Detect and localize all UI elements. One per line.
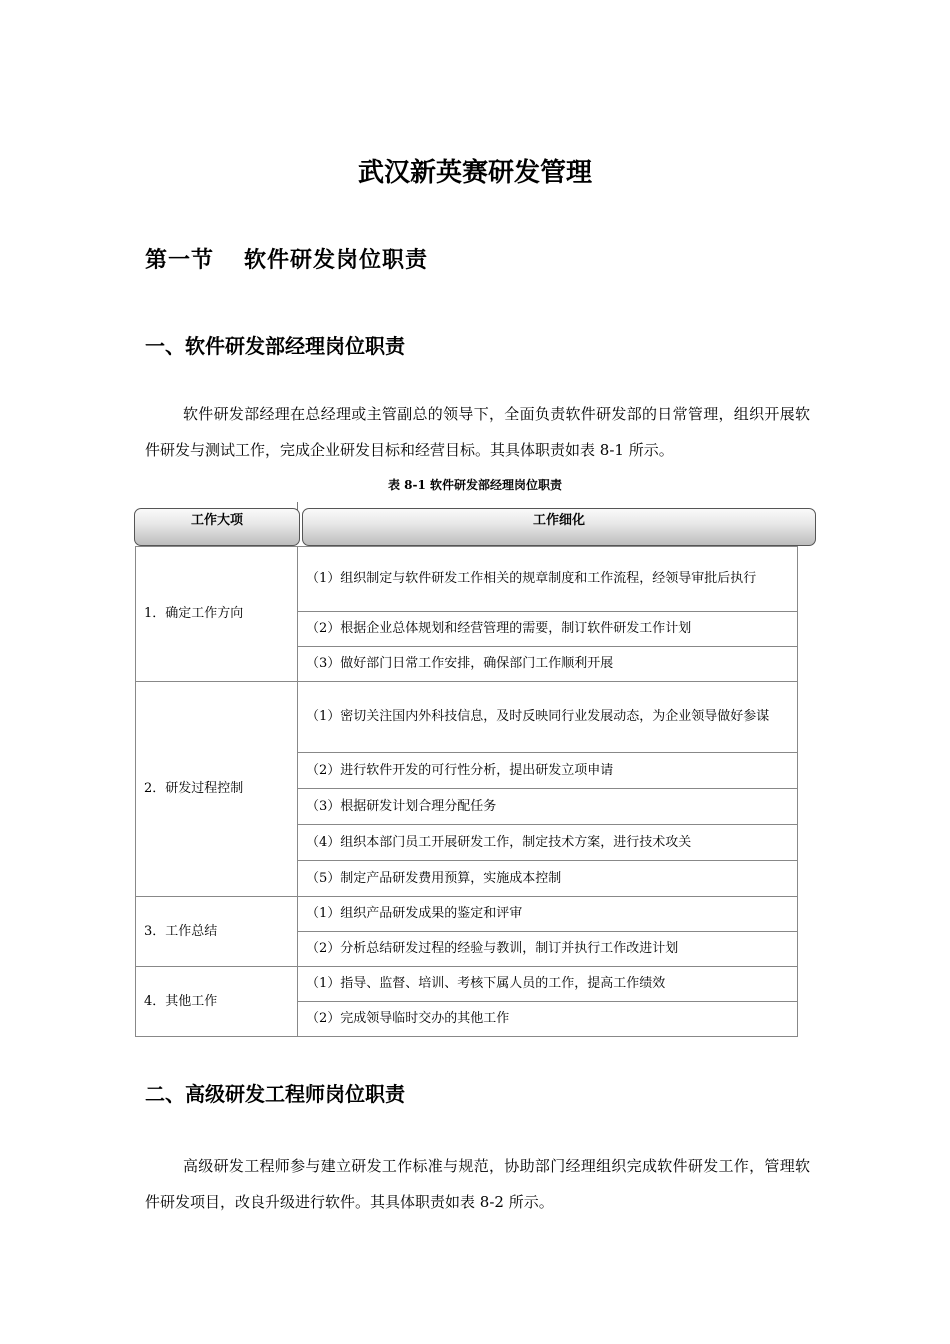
section-title: 软件研发岗位职责 <box>244 247 429 273</box>
detail-cell: （1）组织产品研发成果的鉴定和评审 <box>298 897 798 932</box>
category-cell: 4．其他工作 <box>136 967 298 1037</box>
section-heading <box>145 243 428 274</box>
subheading-2: 二、高级研发工程师岗位职责 <box>145 1082 405 1106</box>
detail-cell: （2）根据企业总体规划和经营管理的需要，制订软件研发工作计划 <box>298 612 798 647</box>
table-row <box>136 897 798 932</box>
table-header-detail: 工作细化 <box>302 508 816 546</box>
detail-cell: （1）指导、监督、培训、考核下属人员的工作，提高工作绩效 <box>298 967 798 1002</box>
detail-cell: （1）组织制定与软件研发工作相关的规章制度和工作流程，经领导审批后执行 <box>298 547 798 612</box>
paragraph-1: 软件研发部经理在总经理或主管副总的领导下，全面负责软件研发部的日常管理，组织开展软件研发与测试工作，完成企业研发目标和经营目标。其具体职责如表 8-1 所示。 <box>145 405 810 459</box>
table-row <box>136 547 798 612</box>
table-header-category: 工作大项 <box>134 508 300 546</box>
detail-cell: （2）进行软件开发的可行性分析，提出研发立项申请 <box>298 753 798 789</box>
detail-cell: （3）根据研发计划合理分配任务 <box>298 789 798 825</box>
category-cell: 3．工作总结 <box>136 897 298 967</box>
detail-cell: （2）完成领导临时交办的其他工作 <box>298 1002 798 1037</box>
table-row <box>136 967 798 1002</box>
section-number: 第一节 <box>145 247 215 273</box>
category-cell: 1．确定工作方向 <box>136 547 298 682</box>
category-cell: 2．研发过程控制 <box>136 682 298 897</box>
paragraph-2: 高级研发工程师参与建立研发工作标准与规范，协助部门经理组织完成软件研发工作，管理软件研发项目，改良升级进行软件。其具体职责如表 8-2 所示。 <box>145 1157 810 1211</box>
document-title: 武汉新英赛研发管理 <box>357 158 592 188</box>
detail-cell: （4）组织本部门员工开展研发工作，制定技术方案，进行技术攻关 <box>298 825 798 861</box>
table-caption: 表 8-1 软件研发部经理岗位职责 <box>387 478 563 492</box>
detail-cell: （5）制定产品研发费用预算，实施成本控制 <box>298 861 798 897</box>
detail-cell: （1）密切关注国内外科技信息，及时反映同行业发展动态，为企业领导做好参谋 <box>298 682 798 753</box>
detail-cell: （3）做好部门日常工作安排，确保部门工作顺利开展 <box>298 647 798 682</box>
subheading-1: 一、软件研发部经理岗位职责 <box>145 334 405 358</box>
detail-cell: （2）分析总结研发过程的经验与教训，制订并执行工作改进计划 <box>298 932 798 967</box>
table-row <box>136 682 798 753</box>
duty-table <box>135 546 798 1037</box>
